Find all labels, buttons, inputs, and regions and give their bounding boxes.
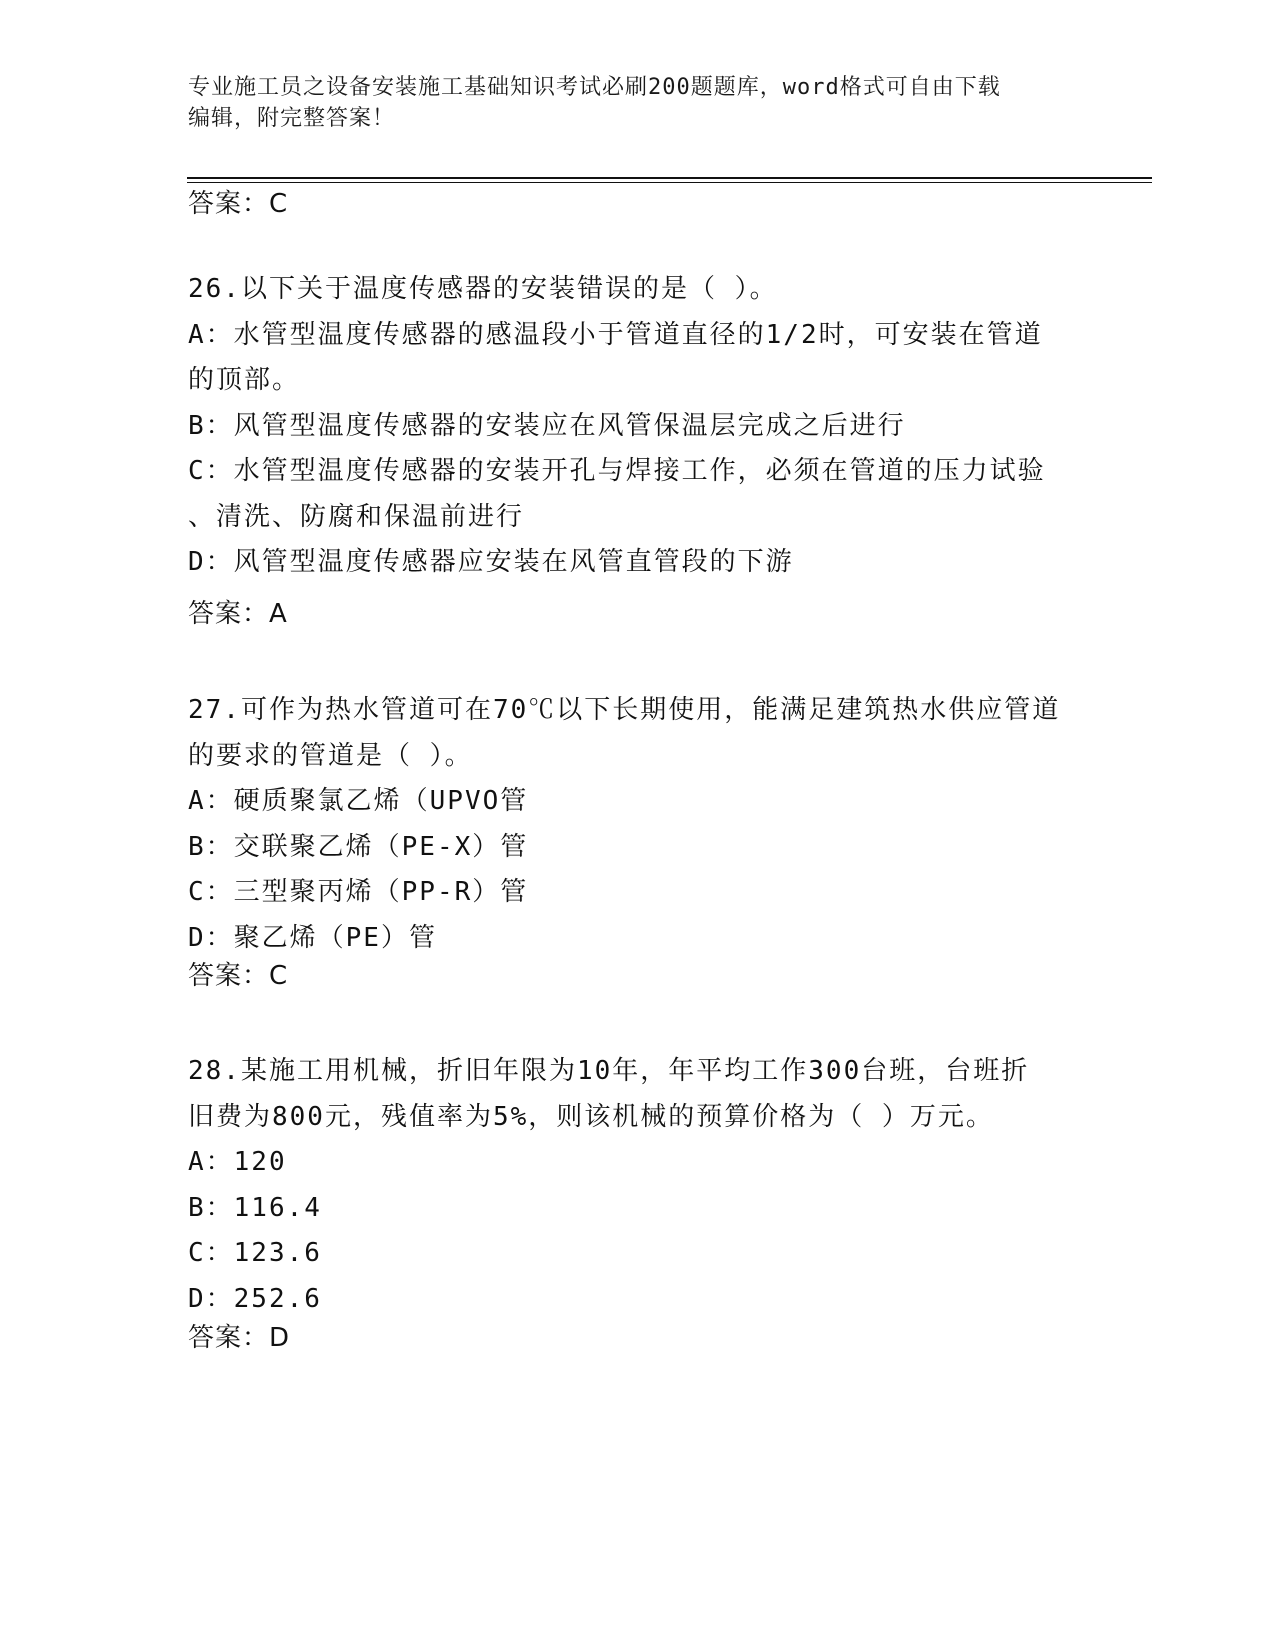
- answer-28: 答案：D: [188, 1323, 291, 1353]
- question-stem-line-2: 的要求的管道是（ ）。: [188, 740, 473, 771]
- question-stem: 26.以下关于温度传感器的安装错误的是（ ）。: [188, 274, 778, 304]
- answer-27: 答案：C: [188, 961, 289, 991]
- answer-26: 答案：A: [188, 599, 288, 629]
- option-b: B：交联聚乙烯（PE-X）管: [188, 831, 529, 862]
- header-rule-thick: [187, 177, 1152, 179]
- option-d: D：252.6: [188, 1283, 322, 1314]
- option-c: C：123.6: [188, 1238, 322, 1268]
- question-stem-line-1: 27.可作为热水管道可在70℃以下长期使用，能满足建筑热水供应管道: [188, 695, 1061, 725]
- question-stem-line-1: 28.某施工用机械，折旧年限为10年，年平均工作300台班，台班折: [188, 1056, 1030, 1086]
- option-a-line-1: A：水管型温度传感器的感温段小于管道直径的1/2时，可安装在管道: [188, 319, 1043, 350]
- header-line-2: 编辑，附完整答案！: [188, 106, 396, 131]
- option-a: A：硬质聚氯乙烯（UPVO管: [188, 786, 529, 816]
- document-header: [188, 72, 1068, 134]
- question-stem-line-2: 旧费为800元，残值率为5%，则该机械的预算价格为（ ）万元。: [188, 1101, 994, 1132]
- question-27: [188, 688, 1088, 961]
- question-28: [188, 1049, 1088, 1322]
- option-c-line-1: C：水管型温度传感器的安装开孔与焊接工作，必须在管道的压力试验: [188, 456, 1046, 486]
- option-c-line-2: 、清洗、防腐和保温前进行: [188, 501, 525, 532]
- previous-answer: 答案：C: [188, 189, 289, 219]
- header-line-1: 专业施工员之设备安装施工基础知识考试必刷200题题库，word格式可自由下载: [188, 75, 1001, 100]
- option-a-line-2: 的顶部。: [188, 365, 301, 395]
- option-c: C：三型聚丙烯（PP-R）管: [188, 877, 529, 907]
- option-d: D：聚乙烯（PE）管: [188, 922, 437, 953]
- option-b: B：116.4: [188, 1192, 322, 1223]
- option-a: A：120: [188, 1147, 287, 1177]
- option-b: B：风管型温度传感器的安装应在风管保温层完成之后进行: [188, 410, 906, 441]
- header-rule-thin: [187, 182, 1152, 183]
- option-d: D：风管型温度传感器应安装在风管直管段的下游: [188, 547, 794, 577]
- question-26: [188, 267, 1088, 586]
